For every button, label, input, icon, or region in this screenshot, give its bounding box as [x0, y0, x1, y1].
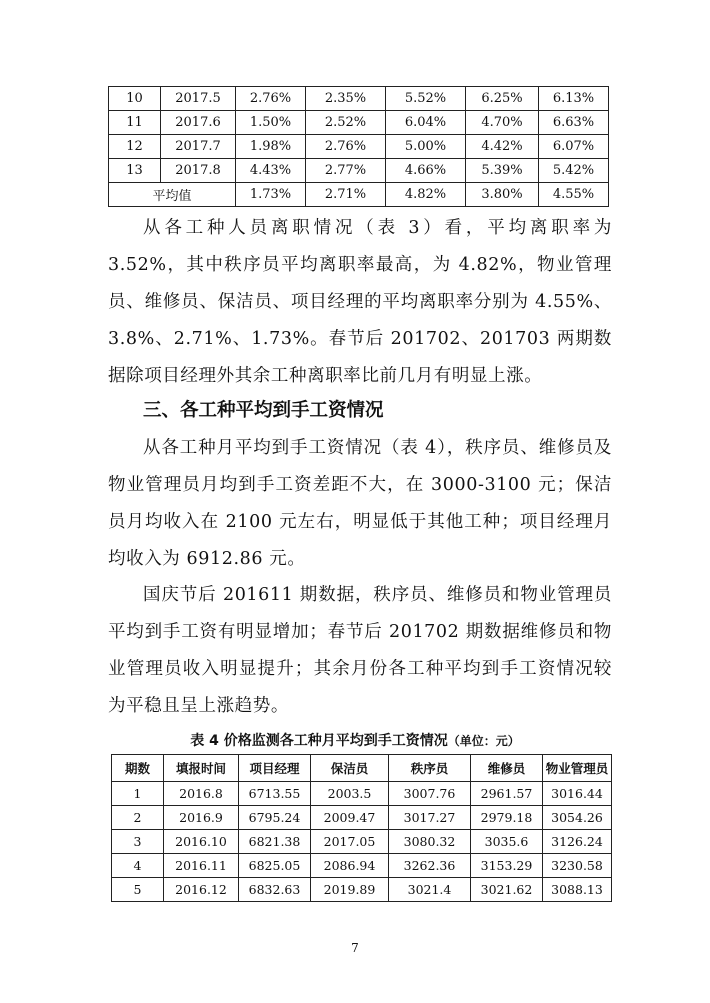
table-cell: 2961.57 — [471, 782, 543, 806]
table-cell: 1.73% — [236, 183, 306, 207]
table-cell: 2017.5 — [161, 87, 236, 111]
table-cell: 3126.24 — [543, 830, 612, 854]
table-header-row — [112, 755, 612, 782]
table-cell: 5.39% — [466, 159, 539, 183]
table-cell: 4.55% — [539, 183, 609, 207]
table-cell: 2979.18 — [471, 806, 543, 830]
table-cell: 4.66% — [386, 159, 466, 183]
column-header: 期数 — [112, 755, 164, 782]
table-row — [109, 135, 609, 159]
table-cell: 2 — [112, 806, 164, 830]
table-row — [112, 878, 612, 902]
table-cell: 5.42% — [539, 159, 609, 183]
table-cell: 2.71% — [306, 183, 386, 207]
table-cell: 6832.63 — [239, 878, 311, 902]
table-row — [112, 854, 612, 878]
table-cell: 6825.05 — [239, 854, 311, 878]
table-cell: 2.76% — [236, 87, 306, 111]
table-cell: 11 — [109, 111, 161, 135]
table-cell: 3.80% — [466, 183, 539, 207]
table-row — [109, 87, 609, 111]
table-cell: 3080.32 — [389, 830, 471, 854]
page-number: 7 — [351, 941, 359, 955]
table-cell: 3021.62 — [471, 878, 543, 902]
table-cell: 13 — [109, 159, 161, 183]
table-cell: 6.25% — [466, 87, 539, 111]
table-cell: 1 — [112, 782, 164, 806]
table-cell: 2.35% — [306, 87, 386, 111]
table-cell: 12 — [109, 135, 161, 159]
paragraph-turnover-analysis: 从各工种人员离职情况（表 3）看，平均离职率为 3.52%，其中秩序员平均离职率最高，为 4.82%，物业管理员、维修员、保洁员、项目经理的平均离职率分别为 4.55%、3.8%、2.71%、1.73%。春节后 201702、201703 两期数据除项目经理外其余工种离职率比前几月有明显上涨。 — [108, 218, 612, 386]
table-cell: 6821.38 — [239, 830, 311, 854]
table-cell: 6.63% — [539, 111, 609, 135]
table-4-caption — [0, 730, 710, 750]
table-cell: 3 — [112, 830, 164, 854]
table-row — [109, 159, 609, 183]
table-cell: 2.52% — [306, 111, 386, 135]
table-cell: 2017.6 — [161, 111, 236, 135]
column-header: 填报时间 — [164, 755, 239, 782]
table-cell: 2009.47 — [311, 806, 389, 830]
table-cell: 1.50% — [236, 111, 306, 135]
table-cell: 10 — [109, 87, 161, 111]
table-cell: 2003.5 — [311, 782, 389, 806]
table-cell: 2016.9 — [164, 806, 239, 830]
column-header: 保洁员 — [311, 755, 389, 782]
table-4-caption-title: 表 4 价格监测各工种月平均到手工资情况 — [190, 733, 448, 749]
table-cell: 6795.24 — [239, 806, 311, 830]
table-cell: 2016.10 — [164, 830, 239, 854]
table-cell: 3230.58 — [543, 854, 612, 878]
table-cell: 3016.44 — [543, 782, 612, 806]
table-cell: 2016.11 — [164, 854, 239, 878]
table-cell: 3153.29 — [471, 854, 543, 878]
table-cell: 6.04% — [386, 111, 466, 135]
column-header: 维修员 — [471, 755, 543, 782]
table-cell: 3021.4 — [389, 878, 471, 902]
table-cell: 6.13% — [539, 87, 609, 111]
table-row — [112, 782, 612, 806]
paragraph-wage-trend: 国庆节后 201611 期数据，秩序员、维修员和物业管理员平均到手工资有明显增加；春节后 201702 期数据维修员和物业管理员收入明显提升；其余月份各工种平均到手工资情况较为平稳且呈上涨趋势。 — [108, 585, 612, 716]
table-cell: 5 — [112, 878, 164, 902]
table-cell: 2017.05 — [311, 830, 389, 854]
table-cell: 2019.89 — [311, 878, 389, 902]
table-4-caption-unit: （单位：元） — [447, 734, 520, 748]
table-4-monthly-wages — [111, 754, 612, 902]
paragraph-wage-summary: 从各工种月平均到手工资情况（表 4），秩序员、维修员及物业管理员月均到手工资差距不大，在 3000-3100 元；保洁员月均收入在 2100 元左右，明显低于其他工种；项目经理月均收入为 6912.86 元。 — [108, 438, 612, 569]
column-header: 项目经理 — [239, 755, 311, 782]
table-cell: 4.70% — [466, 111, 539, 135]
table-cell: 2017.7 — [161, 135, 236, 159]
table-cell: 3088.13 — [543, 878, 612, 902]
table-cell: 4.43% — [236, 159, 306, 183]
table-cell: 3017.27 — [389, 806, 471, 830]
table-row — [109, 111, 609, 135]
table-cell: 2017.8 — [161, 159, 236, 183]
table-cell: 2016.12 — [164, 878, 239, 902]
column-header: 秩序员 — [389, 755, 471, 782]
table-cell: 6.07% — [539, 135, 609, 159]
table-cell: 2.77% — [306, 159, 386, 183]
table-cell: 3007.76 — [389, 782, 471, 806]
table-cell: 4 — [112, 854, 164, 878]
table-cell: 6713.55 — [239, 782, 311, 806]
table-row — [112, 806, 612, 830]
table-cell: 2.76% — [306, 135, 386, 159]
table-cell: 3054.26 — [543, 806, 612, 830]
table-cell: 4.82% — [386, 183, 466, 207]
average-label: 平均值 — [109, 183, 236, 207]
table-cell: 3035.6 — [471, 830, 543, 854]
table-row-average — [109, 183, 609, 207]
table-cell: 3262.36 — [389, 854, 471, 878]
section-heading-3: 三、各工种平均到手工资情况 — [143, 400, 384, 421]
table-cell: 2086.94 — [311, 854, 389, 878]
table-cell: 1.98% — [236, 135, 306, 159]
column-header: 物业管理员 — [543, 755, 612, 782]
table-cell: 4.42% — [466, 135, 539, 159]
table-cell: 5.52% — [386, 87, 466, 111]
table-cell: 2016.8 — [164, 782, 239, 806]
table-3-turnover-rates — [108, 86, 609, 207]
table-cell: 5.00% — [386, 135, 466, 159]
table-row — [112, 830, 612, 854]
